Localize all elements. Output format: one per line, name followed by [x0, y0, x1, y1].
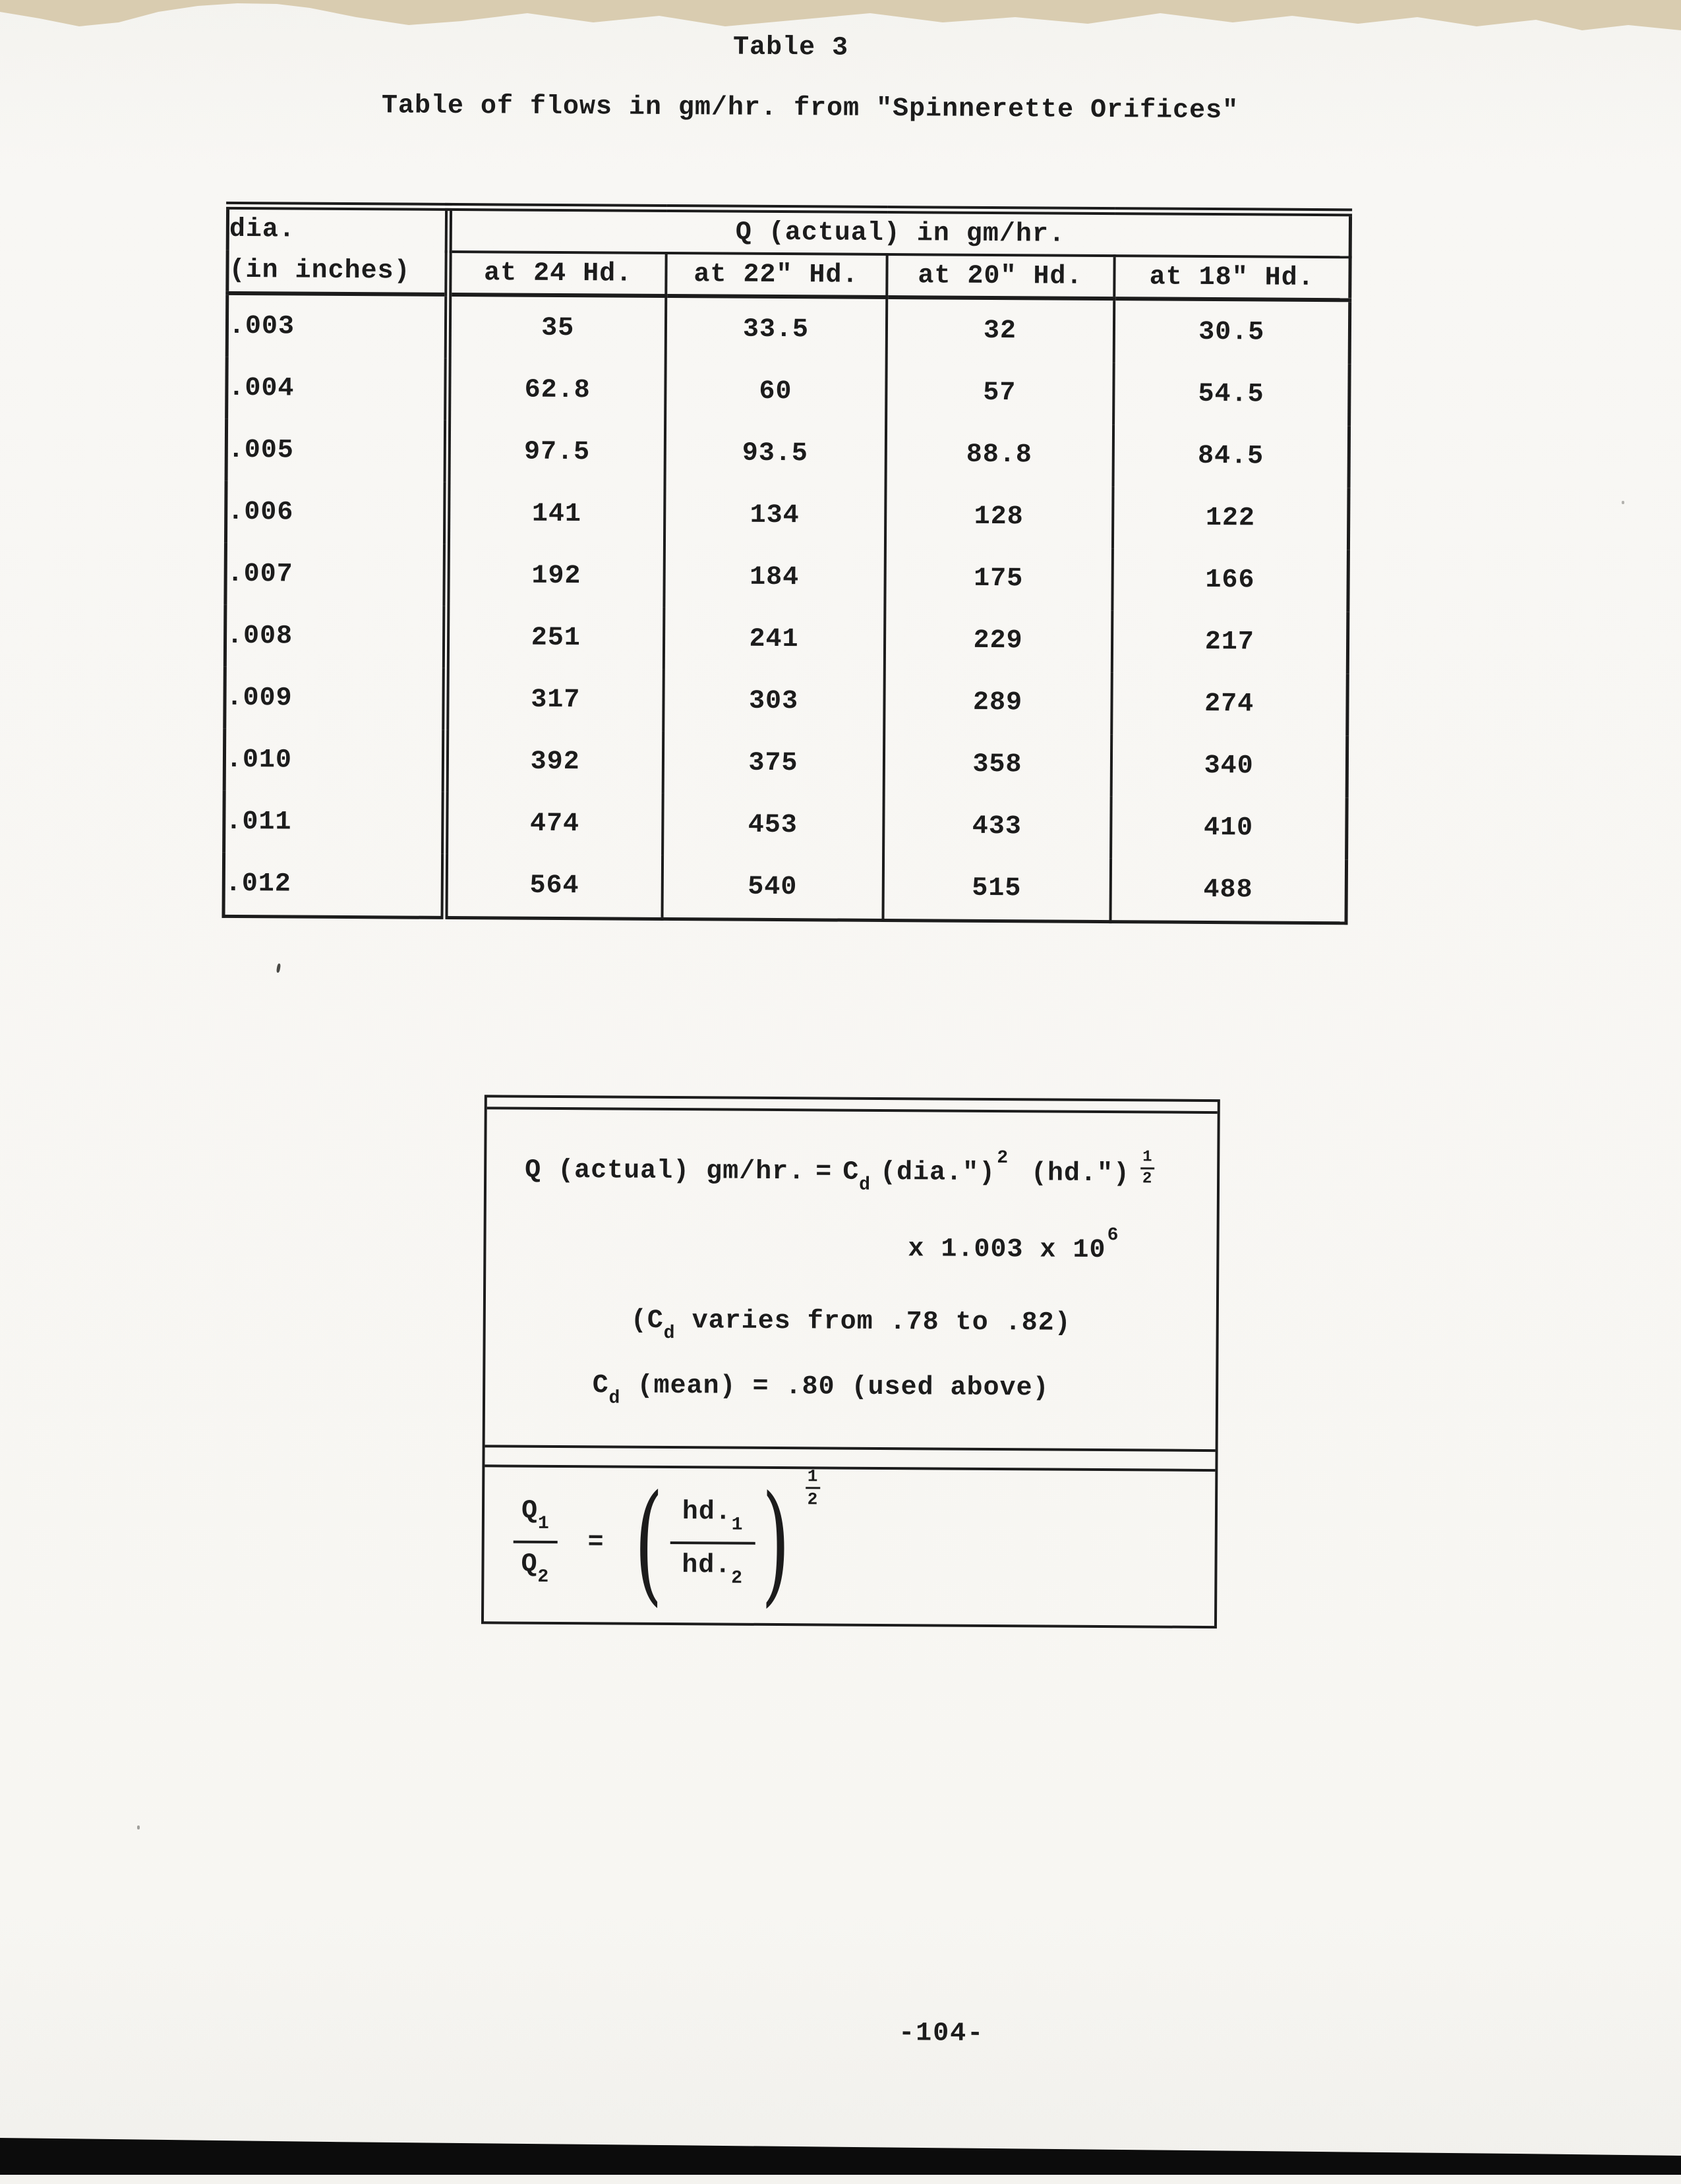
mean-subscript: d: [608, 1388, 620, 1408]
formula-box-top-section: [485, 1109, 1218, 1449]
table-header-row-1: [227, 206, 1350, 258]
dia-cell: .011: [224, 791, 446, 854]
mean-prefix: C: [593, 1371, 609, 1400]
flow-value-cell: 251: [446, 606, 664, 670]
table-row: [225, 605, 1348, 674]
page-subtitle: Table of flows in gm/hr. from "Spinnerette Orifices": [0, 89, 1621, 129]
ratio-formula: [513, 1497, 1215, 1592]
flow-value-cell: 33.5: [665, 296, 887, 361]
dia-cell: .012: [223, 853, 445, 918]
table-row: [224, 791, 1347, 859]
flow-value-cell: 166: [1112, 548, 1349, 612]
mean-value: .80 (used above): [769, 1372, 1049, 1404]
table-row: [227, 293, 1350, 364]
flow-value-cell: 340: [1111, 734, 1347, 797]
flow-value-cell: 62.8: [448, 359, 666, 422]
flow-value-cell: 88.8: [885, 423, 1113, 486]
ratio-equals: =: [587, 1528, 604, 1557]
column-header-24hd: at 24 Hd.: [448, 252, 666, 296]
q-ratio-fraction: $\frac{Q_1}{Q_2}$: [513, 1497, 558, 1588]
flow-value-cell: 97.5: [447, 420, 665, 484]
flow-value-cell: 217: [1111, 610, 1348, 674]
flow-value-cell: 433: [883, 795, 1111, 858]
flow-value-cell: 93.5: [664, 422, 886, 485]
flow-value-cell: 229: [884, 609, 1112, 672]
table-row: [225, 481, 1349, 550]
flow-value-cell: 410: [1111, 796, 1347, 859]
constant-multiplier-line: [908, 1224, 1216, 1266]
head-term: (hd."): [1031, 1159, 1130, 1189]
dia-column-header: [227, 206, 449, 295]
flow-value-cell: 35: [448, 295, 666, 360]
power-of-ten-exponent: 6: [1107, 1225, 1119, 1246]
q-actual-span-header: Q (actual) in gm/hr.: [448, 207, 1350, 258]
flow-value-cell: 303: [663, 670, 885, 733]
column-header-18hd: at 18" Hd.: [1114, 256, 1350, 301]
flow-value-cell: 564: [444, 854, 663, 919]
flow-value-cell: 488: [1110, 858, 1347, 923]
coefficient-range-note: [486, 1305, 1216, 1347]
flow-value-cell: 134: [664, 484, 885, 547]
coefficient-subscript: d: [859, 1175, 871, 1195]
flow-value-cell: 192: [446, 544, 664, 608]
half-power-exponent: $\frac{1}{2}$: [1140, 1149, 1155, 1187]
column-header-20hd: at 20" Hd.: [887, 254, 1114, 299]
flow-value-cell: 57: [886, 361, 1114, 424]
table-row: [224, 729, 1347, 797]
flow-value-cell: 184: [664, 546, 885, 609]
formula-lhs: Q (actual) gm/hr.: [525, 1156, 805, 1188]
formula-box-bottom-section: [484, 1467, 1215, 1626]
flow-value-cell: 317: [446, 668, 664, 732]
dia-cell: .006: [225, 481, 447, 544]
flow-value-cell: 84.5: [1113, 424, 1349, 488]
flow-value-cell: 453: [663, 793, 884, 857]
flow-value-cell: 141: [446, 482, 664, 546]
flow-value-cell: 60: [665, 360, 887, 423]
flow-value-cell: 175: [885, 547, 1113, 610]
discharge-coefficient: C: [842, 1158, 859, 1188]
dia-cell: .003: [227, 293, 448, 359]
mean-coefficient-line: [485, 1370, 1156, 1412]
flow-formula-line: [525, 1145, 1218, 1207]
flow-value-cell: 515: [883, 857, 1111, 922]
ratio-half-exponent: 1 2: [806, 1468, 821, 1508]
page-title: Table 3: [0, 28, 1582, 68]
dia-cell: .004: [227, 357, 448, 420]
head-ratio-fraction: $\frac{hd._1}{hd._2}$: [670, 1497, 755, 1589]
mean-label: (mean): [620, 1371, 752, 1402]
flows-table: [221, 202, 1352, 925]
table-row: [225, 667, 1348, 735]
dia-header-line1: dia.: [229, 215, 295, 245]
dia-cell: .008: [225, 605, 446, 668]
flow-value-cell: 358: [883, 733, 1111, 796]
dia-cell: .007: [225, 543, 447, 606]
diameter-term: (dia."): [880, 1158, 995, 1188]
flow-value-cell: 289: [884, 671, 1112, 734]
squared-exponent: 2: [997, 1148, 1009, 1168]
note-subscript: d: [664, 1323, 676, 1344]
dia-header-line2: (in inches): [229, 256, 410, 287]
table-row: [226, 419, 1349, 488]
table-row: [225, 543, 1349, 612]
dia-cell: .009: [225, 667, 446, 730]
flow-value-cell: 32: [886, 297, 1114, 362]
dia-cell: .010: [224, 729, 446, 792]
flow-value-cell: 274: [1111, 672, 1348, 735]
flow-value-cell: 540: [662, 855, 883, 921]
note-prefix: (C: [631, 1306, 664, 1336]
dia-cell: .005: [226, 419, 448, 482]
mean-equals: =: [752, 1372, 769, 1402]
table-body: [223, 293, 1350, 923]
flow-value-cell: 128: [885, 485, 1113, 548]
constant-text: x 1.003 x 10: [908, 1234, 1106, 1265]
flow-value-cell: 241: [663, 608, 885, 671]
equals-sign: =: [815, 1157, 832, 1187]
table-row: [227, 357, 1350, 426]
note-text: varies from .78 to .82): [675, 1306, 1071, 1338]
flow-value-cell: 392: [445, 730, 663, 793]
flow-value-cell: 474: [445, 792, 663, 855]
page-number: -104-: [899, 2019, 984, 2049]
flow-value-cell: 54.5: [1113, 362, 1350, 426]
flow-value-cell: 375: [663, 732, 884, 795]
formula-box: [481, 1095, 1220, 1628]
flow-value-cell: 30.5: [1113, 299, 1350, 364]
flow-value-cell: 122: [1112, 486, 1349, 550]
column-header-22hd: at 22" Hd.: [666, 253, 887, 297]
table-row: [223, 853, 1347, 923]
